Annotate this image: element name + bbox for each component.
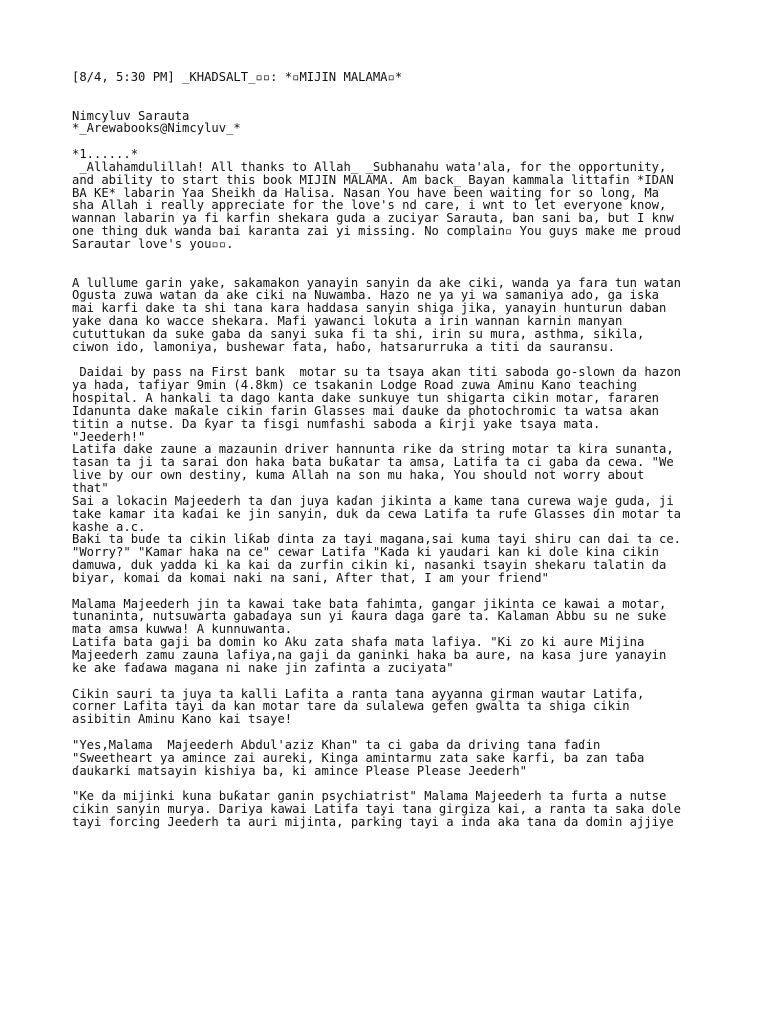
text-line: tayi forcing Jeederh ta auri mijinta, parking tayi a inda aka tana da domin ajjiye [72,814,674,829]
text-line: A lullume garin yake, sakamakon yanayin sanyin da ake ciki, wanda ya fara tun watan [72,275,682,290]
text-line: "Sweetheart ya amince zai aureki, Kinga amintarmu zata sake karfi, ba zan taɓa [72,750,645,765]
text-line: Cikin sauri ta juya ta kalli Lafita a ranta tana ayyanna girman wautar Latifa, [72,686,645,701]
blank-line [72,675,762,688]
text-line: tunaninta, nutsuwarta gabaɗaya sun yi ƙaura daga gare ta. Kalaman Abbu su ne suke [72,609,667,624]
text-line: mata amsa kuwwa! A kunnuwanta. [72,622,293,637]
blank-line [72,251,762,264]
text-line: hospital. A hankali ta dago kanta dake sunkuye tun shigarta cikin motar, fararen [72,391,659,406]
text-line: biyar, komai da komai naki na sani, After that, I am your friend" [72,570,549,585]
text-line: that" [72,481,109,495]
text-line: "Yes,Malama Majeederh Abdul'aziz Khan" ta ci gaba da driving tana faɗin [72,737,601,752]
text-line: asibitin Aminu Kano kai tsaye! [72,712,293,727]
blank-line [72,726,762,739]
blank-line [72,585,762,598]
text-line: Daidai by pass na First bank motar su ta tsaya akan titi saboda go-slown da hazon [72,365,682,380]
text-line: live by our own destiny, kuma Allah na son mu haka, You should not worry about [72,468,645,483]
text-line: Latifa bata gaji ba domin ko Aku zata shafa mata lafiya. "Ki zo ki aure Mijina [72,635,645,650]
text-line: "Jeederh!" [72,429,146,444]
text-line: Sarautar love's you▫▫. [72,236,234,251]
text-line: sha Allah i really appreciate for the love's nd care, i wnt to let everyone know, [72,198,667,213]
text-line: tasan ta ji ta sarai don haka bata buƙatar ta amsa, Latifa ta ci gaba da cewa. "We [72,455,674,470]
blank-line [72,84,762,97]
text-line: and ability to start this book MIJIN MALAMA. Am back_ Bayan kammala littafin *IDAN [72,172,674,187]
blank-line [72,135,762,148]
text-line: BA KE* labarin Yaa Sheikh da Halisa. Nasan You have been waiting for so long, Ma [72,185,659,200]
text-line: [8/4, 5:30 PM] _KHADSALT_▫▫: *▫MIJIN MALAMA▫* [72,70,403,84]
text-line: Latifa dake zaune a mazaunin driver hannunta rike da string motar ta kira sunanta, [72,442,674,457]
text-line: Idanunta dake maƙale cikin farin Glasses mai ɗauke da photochromic ta watsa akan [72,403,659,418]
text-line: wannan labarin ya fi karfin shekara guda a zuciyar Sarauta, ban sani ba, but I knw [72,211,674,226]
text-line: *_Arewabooks@Nimcyluv_* [72,121,241,136]
text-line: "Ke da mijinki kuna buƙatar ganin psychiatrist" Malama Majeederh ta furta a nutse [72,789,667,804]
text-line: Nimcyluv Sarauta [72,108,190,123]
text-line: ya hada, tafiyar 9min (4.8km) ce tsakanin Lodge Road zuwa Aminu Kano teaching [72,378,637,393]
document-text [72,71,762,829]
text-line: *1......* [72,147,139,162]
text-line: "Worry?" "Kamar haka na ce" cewar Latifa "Kada ki yaudari kan ki dole kina cikin [72,545,659,560]
blank-line [72,97,762,110]
text-line: Majeederh zamu zauna lafiya,na gaji da ganinki haka ba aure, na kasa jure yanayin [72,647,667,662]
text-line: yake dana ko wacce shekara. Mafi yawanci lokuta a irin wannan karnin manyan [72,314,623,329]
text-line: ciwon ido, lamoniya, bushewar fata, haɓo, hatsarurruka a titi da sauransu. [72,339,615,354]
text-line: titin a nutse. Da ƙyar ta fisgi numfashi saboda a ƙirji yake tsaya mata. [72,416,601,431]
text-line: Malama Majeederh jin ta kawai take bata fahimta, gangar jikinta ce kawai a motar, [72,596,667,611]
text-line: take kamar ita kaɗai ke jin sanyin, duk da cewa Latifa ta rufe Glasses ɗin motar ta [72,506,682,521]
blank-line [72,264,762,277]
text-line: corner Lafita tayi da kan motar tare da sulalewa gefen gwalta ta shiga cikin [72,699,630,714]
text-line: mai karfi dake ta shi tana kara haddasa sanyin shiga jika, yanayin hunturun daban [72,301,667,316]
text-line: cikin sanyin murya. Dariya kawai Latifa tayi tana girgiza kai, a ranta ta saka dole [72,802,682,817]
text-line: _Allahamdulillah! All thanks to Allah_ _Subhanahu wata'ala, for the opportunity, [72,159,667,174]
text-line: Sai a lokacin Majeederh ta ɗan juya kaɗan jikinta a kame tana curewa waje guda, ji [72,493,674,508]
text-line: cututtukan da suke gaba da sanyi suka fi ta shi, irin su mura, asthma, sikila, [72,326,645,341]
text-line: Ogusta zuwa watan da ake ciki na Nuwamba. Hazo ne ya yi wa samaniya ado, ga iska [72,288,659,303]
text-line: Baki ta buɗe ta cikin liƙab ɗinta za tayi magana,sai kuma tayi shiru can dai ta ce. [72,532,682,547]
text-line: damuwa, duk yadda ki ka kai da zurfin cikin ki, nasanki tsayin shekaru talatin da [72,558,667,573]
text-line: ke ake faɗawa magana ni nake jin zafinta a zuciyata" [72,660,454,675]
text-line: one thing duk wanda bai karanta zai yi missing. No complain▫ You guys make me proud [72,224,682,239]
text-line: kashe a.c. [72,519,146,534]
text-line: ɗaukarki matsayin kishiya ba, ki amince Please Please Jeederh" [72,763,527,778]
